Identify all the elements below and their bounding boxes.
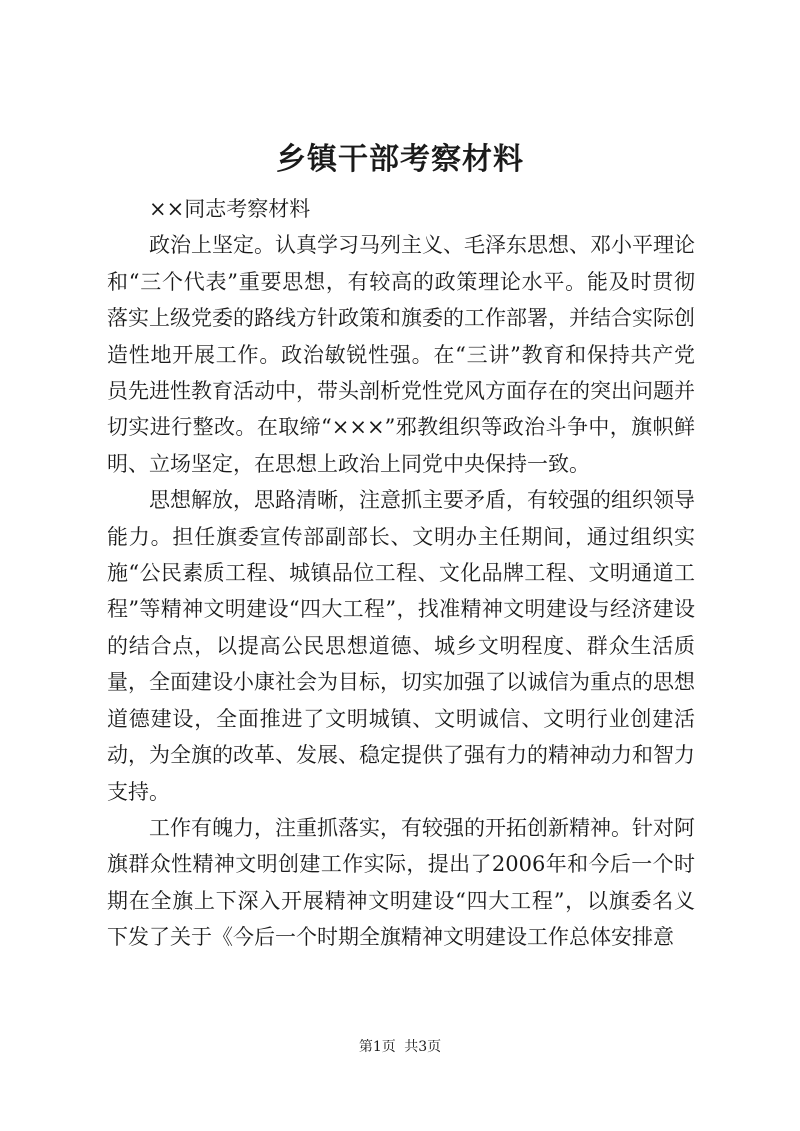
document-title: 乡镇干部考察材料 xyxy=(276,142,524,177)
body-paragraph: 工作有魄力，注重抓落实，有较强的开拓创新精神。针对阿旗群众性精神文明创建工作实际，提出了2006年和今后一个时期在全旗上下深入开展精神文明建设“四大工程”，以旗委名义下发了关于《今后一个时期全旗精神文明建设工作总体安排意 xyxy=(107,815,695,950)
subtitle-paragraph: ××同志考察材料 xyxy=(149,197,311,221)
page-footer xyxy=(0,1037,800,1057)
page-number: 第1页 xyxy=(358,1039,396,1055)
body-paragraph: 政治上坚定。认真学习马列主义、毛泽东思想、邓小平理论和“三个代表”重要思想，有较高的政策理论水平。能及时贯彻落实上级党委的路线方针政策和旗委的工作部署，并结合实际创造性地开展工作。政治敏锐性强。在“三讲”教育和保持共产党员先进性教育活动中，带头剖析党性党风方面存在的突出问题并切实进行整改。在取缔“×××”邪教组织等政治斗争中，旗帜鲜明、立场坚定，在思想上政治上同党中央保持一致。 xyxy=(107,233,695,476)
document-body xyxy=(107,191,695,956)
page-total: 共3页 xyxy=(404,1039,442,1055)
body-paragraph: 思想解放，思路清晰，注意抓主要矛盾，有较强的组织领导能力。担任旗委宣传部副部长、文明办主任期间，通过组织实施“公民素质工程、城镇品位工程、文化品牌工程、文明通道工程”等精神文明建设“四大工程”，找准精神文明建设与经济建设的结合点，以提高公民思想道德、城乡文明程度、群众生活质量，全面建设小康社会为目标，切实加强了以诚信为重点的思想道德建设，全面推进了文明城镇、文明诚信、文明行业创建活动，为全旗的改革、发展、稳定提供了强有力的精神动力和智力支持。 xyxy=(107,488,695,804)
